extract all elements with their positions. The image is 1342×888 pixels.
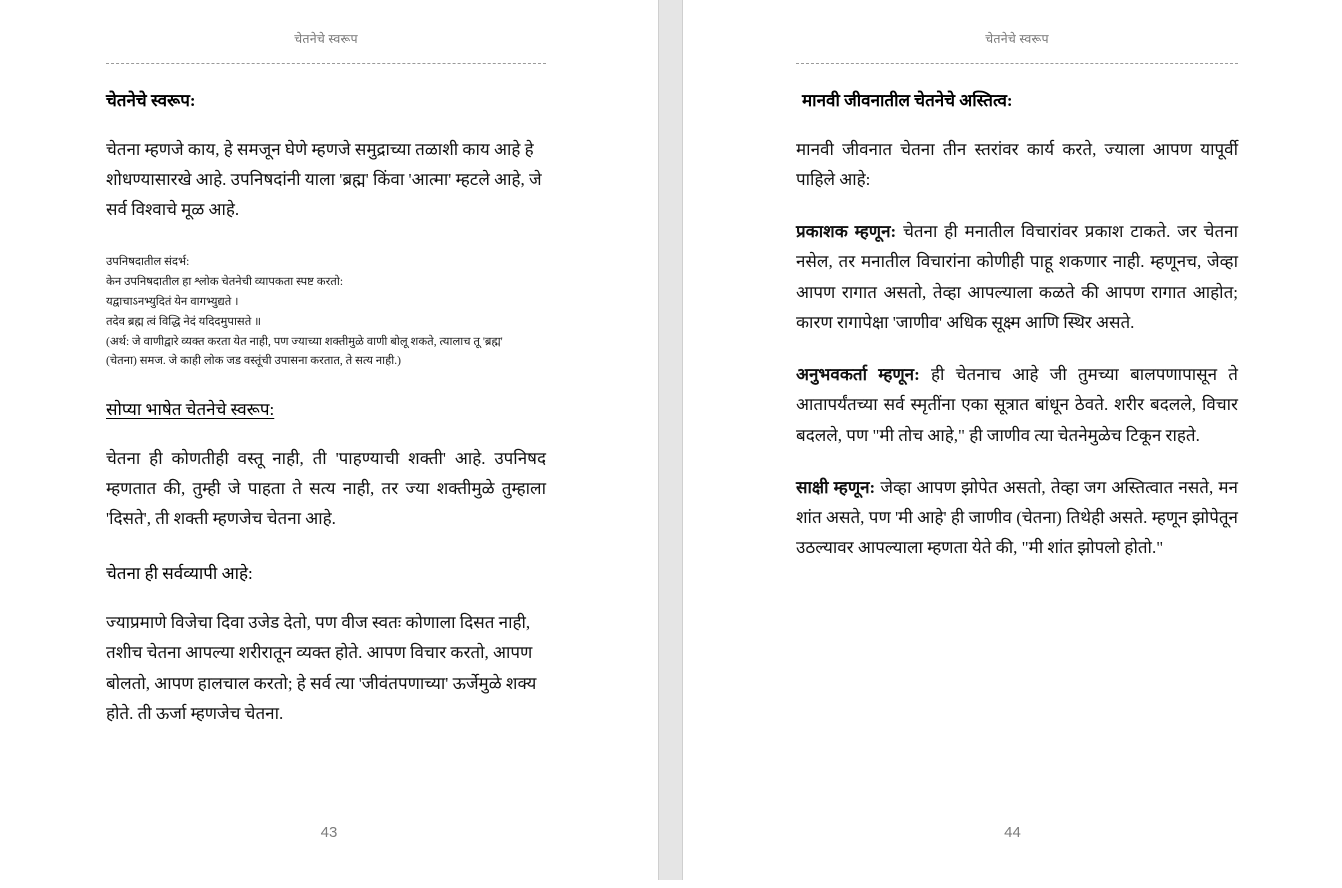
verse-line-1: यद्वाचाऽनभ्युदितं येन वागभ्युद्यते । (106, 295, 239, 308)
point-experiencer (796, 360, 1238, 451)
point-experiencer-text: ही चेतनाच आहे जी तुमच्या बालपणापासून ते आतापर्यंतच्या सर्व स्मृतींना एका सूत्रात बांधून ठेवते. शरीर बदलले, विचार बदलले, पण "मी तोच आहे," ही जाणीव त्या चेतनेमुळेच टिकून राहते. (796, 365, 1238, 445)
subsection-heading-simple-terms: सोप्या भाषेत चेतनेचे स्वरूप: (106, 400, 275, 420)
point-witness (796, 473, 1238, 564)
page-right (683, 0, 1342, 888)
page-right-content (796, 0, 1238, 888)
reference-title: उपनिषदातील संदर्भ: (106, 256, 190, 269)
reference-intro: केन उपनिषदातील हा श्लोक चेतनेची व्यापकता स्पष्ट करतो: (106, 276, 344, 289)
point-witness-label: साक्षी म्हणून: (796, 477, 876, 497)
page-number-right: 44 (1004, 824, 1021, 841)
page-gutter-divider (658, 0, 683, 880)
point-witness-text: जेव्हा आपण झोपेत असतो, तेव्हा जग अस्तित्वात नसते, मन शांत असते, पण 'मी आहे' ही जाणीव (चेतना) तिथेही असते. म्हणून झोपेतून उठल्यावर आपल्याला म्हणता येते की, "मी शांत झोपलो होतो." (796, 477, 1238, 558)
verse-line-2: तदेव ब्रह्म त्वं विद्धि नेदं यदिदमुपासते ॥ (106, 315, 262, 328)
point-experiencer-label: अनुभवकर्ता म्हणून: (796, 365, 920, 385)
mini-heading-omnipresent: चेतना ही सर्वव्यापी आहे: (106, 563, 253, 583)
running-head-right: चेतनेचे स्वरूप (985, 32, 1049, 46)
point-illuminator-text: चेतना ही मनातील विचारांवर प्रकाश टाकते. जर चेतना नसेल, तर मनातील विचारांना कोणीही पाहू शकणार नाही. म्हणूनच, जेव्हा आपण रागात असतो, तेव्हा आपल्याला कळते की आपण रागात आहोत; कारण रागापेक्षा 'जाणीव' अधिक सूक्ष्म आणि स्थिर असते. (796, 222, 1238, 332)
page-left-content (106, 0, 546, 888)
verse-meaning-line-1: (अर्थ: जे वाणीद्वारे व्यक्त करता येत नाही, पण ज्याच्या शक्तीमुळे वाणी बोलू शकते, त्यालाच तू 'ब्रह्म' (106, 335, 503, 348)
point-illuminator (796, 217, 1238, 338)
paragraph-definition: चेतना म्हणजे काय, हे समजून घेणे म्हणजे समुद्राच्या तळाशी काय आहे हे शोधण्यासारखे आहे. उपनिषदांनी याला 'ब्रह्म' किंवा 'आत्मा' म्हटले आहे, जे सर्व विश्वाचे मूळ आहे. (106, 139, 542, 220)
header-rule-left (106, 63, 546, 64)
section-heading-right: मानवी जीवनातील चेतनेचे अस्तित्व: (802, 90, 1013, 110)
section-heading-left: चेतनेचे स्वरूप: (106, 90, 196, 110)
verse-meaning-line-2: (चेतना) समज. जे काही लोक जड वस्तूंची उपासना करतात, ते सत्य नाही.) (106, 355, 401, 368)
header-rule-right (796, 63, 1238, 64)
upanishad-reference-block (106, 253, 546, 372)
paragraph-three-levels: मानवी जीवनात चेतना तीन स्तरांवर कार्य करते, ज्याला आपण यापूर्वी पाहिले आहे: (796, 139, 1238, 189)
paragraph-seeing-power: चेतना ही कोणतीही वस्तू नाही, ती 'पाहण्याची शक्ती' आहे. उपनिषद म्हणतात की, तुम्ही जे पाहता ते सत्य नाही, तर ज्या शक्तीमुळे तुम्हाला 'दिसते', ती शक्ती म्हणजेच चेतना आहे. (106, 448, 546, 529)
point-illuminator-label: प्रकाशक म्हणून: (796, 222, 897, 242)
running-head-left: चेतनेचे स्वरूप (294, 32, 358, 46)
page-left (0, 0, 658, 888)
paragraph-lamp-analogy: ज्याप्रमाणे विजेचा दिवा उजेड देतो, पण वीज स्वतः कोणाला दिसत नाही, तशीच चेतना आपल्या शरीरातून व्यक्त होते. आपण विचार करतो, आपण बोलतो, आपण हालचाल करतो; हे सर्व त्या 'जीवंतपणाच्या' ऊर्जेमुळे शक्य होते. ती ऊर्जा म्हणजेच चेतना. (106, 613, 537, 723)
page-number-left: 43 (320, 824, 338, 841)
